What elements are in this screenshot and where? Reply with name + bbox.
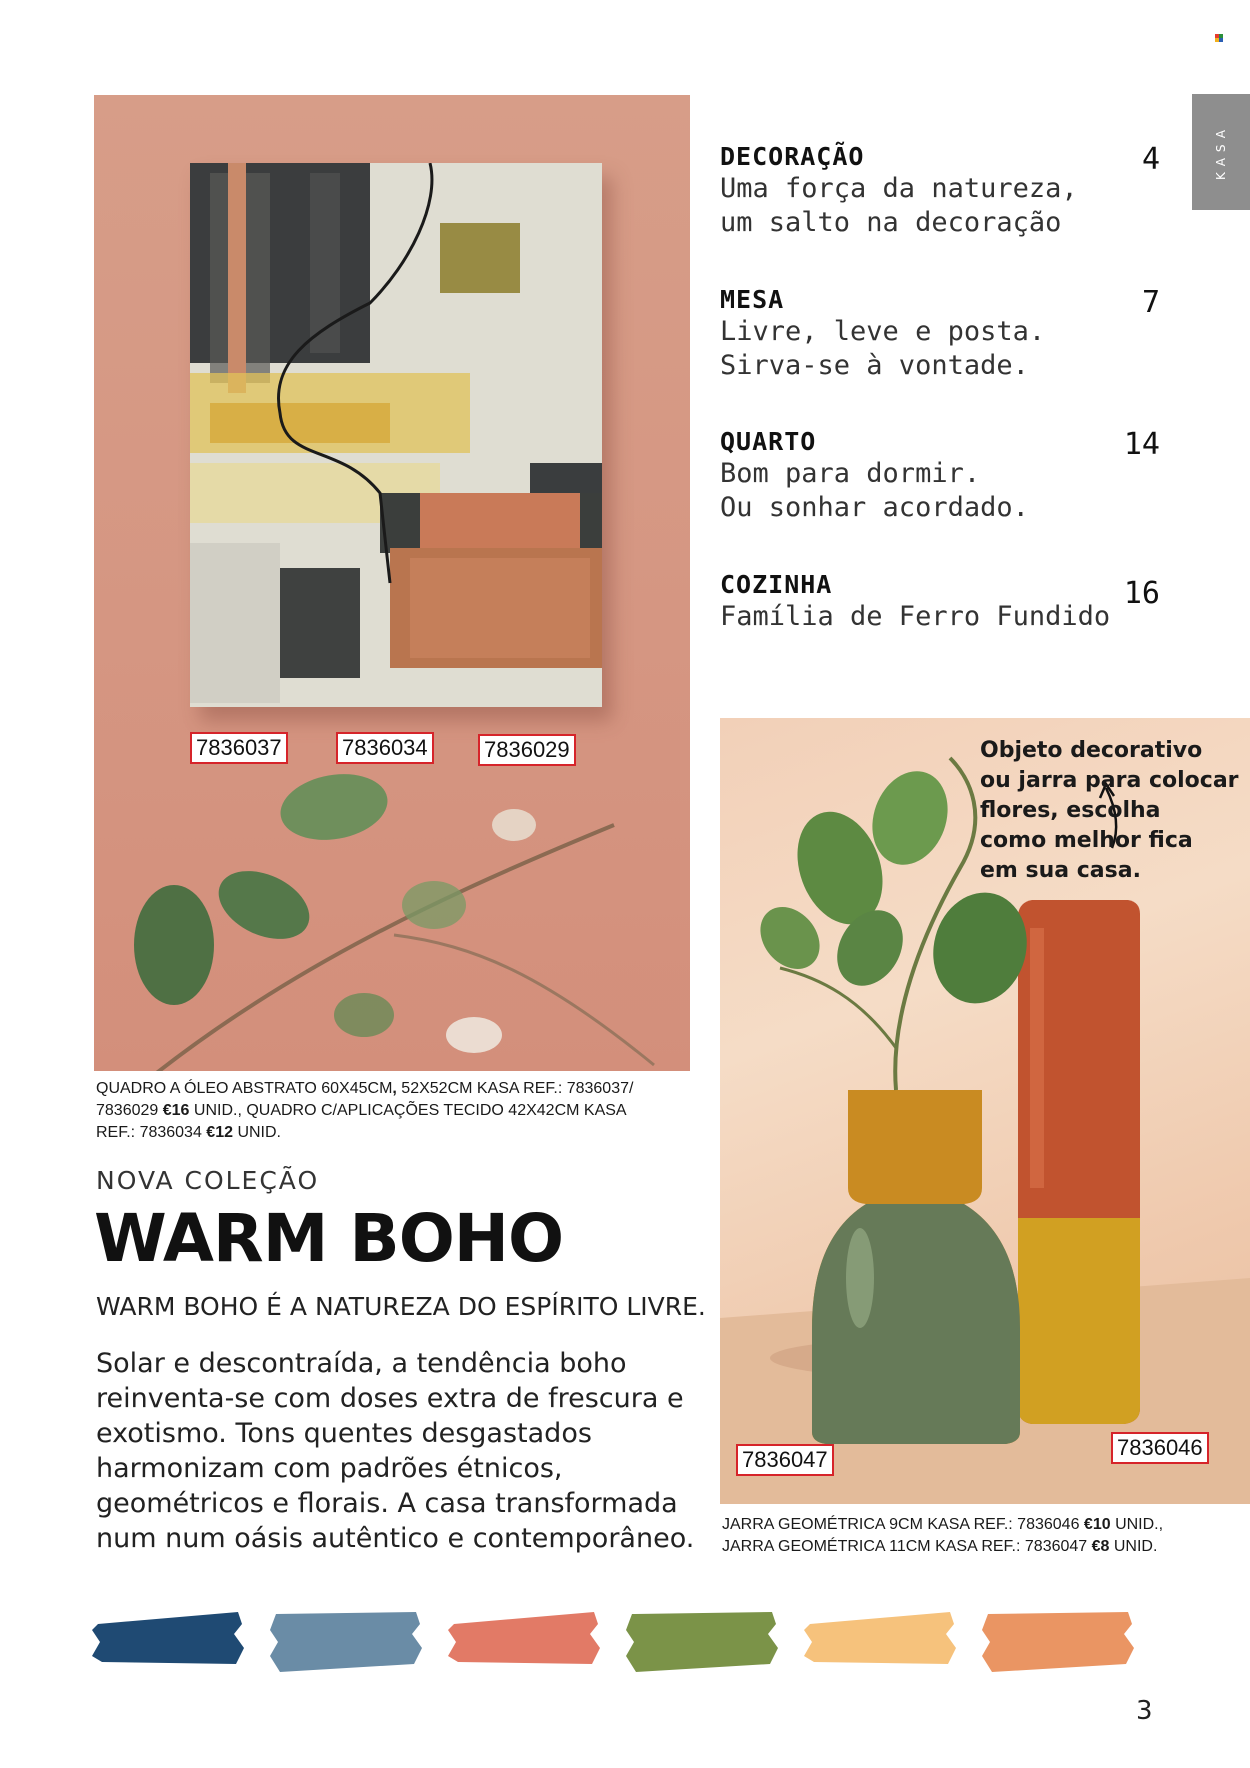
toc-category: QUARTO [720, 427, 817, 456]
vase-caption-line-2 [722, 1536, 1222, 1558]
product-code-painting-2: 7836034 [336, 732, 434, 764]
toc-category: DECORAÇÃO [720, 142, 865, 171]
collection-tagline: WARM BOHO É A NATUREZA DO ESPÍRITO LIVRE. [96, 1292, 706, 1321]
palette-swatch-5 [804, 1612, 956, 1664]
toc-entry-decoracao[interactable] [720, 142, 1160, 240]
product-code-painting-1: 7836037 [190, 732, 288, 764]
toc-description: Livre, leve e posta. Sirva-se à vontade. [720, 316, 1046, 381]
painting-caption-text-2: 52X52CM KASA REF.: 7836037/ 7836029 [96, 1080, 634, 1119]
painting-caption-text-1: QUADRO A ÓLEO ABSTRATO 60X45CM [96, 1080, 393, 1097]
toc-category: MESA [720, 285, 785, 314]
vase-caption-line-1 [722, 1514, 1222, 1536]
painting-price-1: €16 [162, 1102, 190, 1119]
collection-body-text: Solar e descontraída, a tendência boho reinventa-se com doses extra de frescura e exotismo. Tons quentes desgastados harmonizam com padrões étnicos, geométricos e florais. A casa transformada num num oásis autêntico e contemporâneo. [96, 1348, 695, 1554]
toc-entry-cozinha[interactable] [720, 570, 1160, 634]
brand-tab-label: KASA [1214, 124, 1228, 180]
toc-page-number: 14 [1123, 427, 1160, 462]
painting-caption-text-3: UNID., QUADRO C/APLICAÇÕES TECIDO 42X42CM KASA REF.: 7836034 [96, 1102, 626, 1141]
section-kicker: NOVA COLEÇÃO [96, 1166, 320, 1195]
brand-side-tab[interactable] [1192, 94, 1250, 210]
toc-page-number: 7 [1141, 285, 1160, 320]
palette-swatch-2 [270, 1612, 422, 1672]
palette-swatch-1 [92, 1612, 244, 1664]
product-code-painting-3: 7836029 [478, 734, 576, 766]
product-code-red-vase: 7836046 [1111, 1432, 1209, 1464]
page-number: 3 [1136, 1696, 1153, 1726]
abstract-painting-image [190, 163, 602, 707]
collection-headline: WARM BOHO [94, 1200, 564, 1277]
corner-mark-icon [1215, 34, 1223, 42]
painting-caption-sep: , [392, 1080, 402, 1097]
vase-caption-end-2: UNID. [1109, 1538, 1158, 1555]
eucalyptus-leaves-image [94, 715, 690, 1071]
vase-caption-text-2: JARRA GEOMÉTRICA 11CM KASA REF.: 7836047 [722, 1538, 1092, 1555]
palette-swatches [92, 1604, 1162, 1680]
toc-description: Família de Ferro Fundido [720, 601, 1111, 632]
painting-caption [96, 1078, 656, 1144]
toc-page-number: 16 [1123, 576, 1160, 611]
toc-category: COZINHA [720, 570, 833, 599]
palette-swatch-3 [448, 1612, 600, 1664]
palette-swatch-4 [626, 1612, 778, 1672]
painting-photo [94, 95, 690, 1071]
abstract-painting-artwork [190, 163, 602, 707]
product-code-green-vase: 7836047 [736, 1444, 834, 1476]
vase-caption [722, 1514, 1222, 1558]
toc-entry-quarto[interactable] [720, 427, 1160, 525]
vase-price-1: €10 [1083, 1516, 1111, 1533]
vase-caption-text-1: JARRA GEOMÉTRICA 9CM KASA REF.: 7836046 [722, 1516, 1084, 1533]
painting-price-2: €12 [206, 1124, 233, 1141]
color-palette [92, 1604, 1162, 1680]
palette-swatch-6 [982, 1612, 1134, 1672]
vase-caption-end-1: UNID., [1110, 1516, 1164, 1533]
vase-callout-text: Objeto decorativo ou jarra para colocar flores, escolha como melhor fica em sua casa. [980, 738, 1239, 883]
vase-price-2: €8 [1091, 1538, 1110, 1555]
toc-page-number: 4 [1141, 142, 1160, 177]
toc-entry-mesa[interactable] [720, 285, 1160, 383]
painting-caption-text-4: UNID. [233, 1124, 281, 1141]
toc-description: Bom para dormir. Ou sonhar acordado. [720, 458, 1029, 523]
toc-description: Uma força da natureza, um salto na decoração [720, 173, 1078, 238]
